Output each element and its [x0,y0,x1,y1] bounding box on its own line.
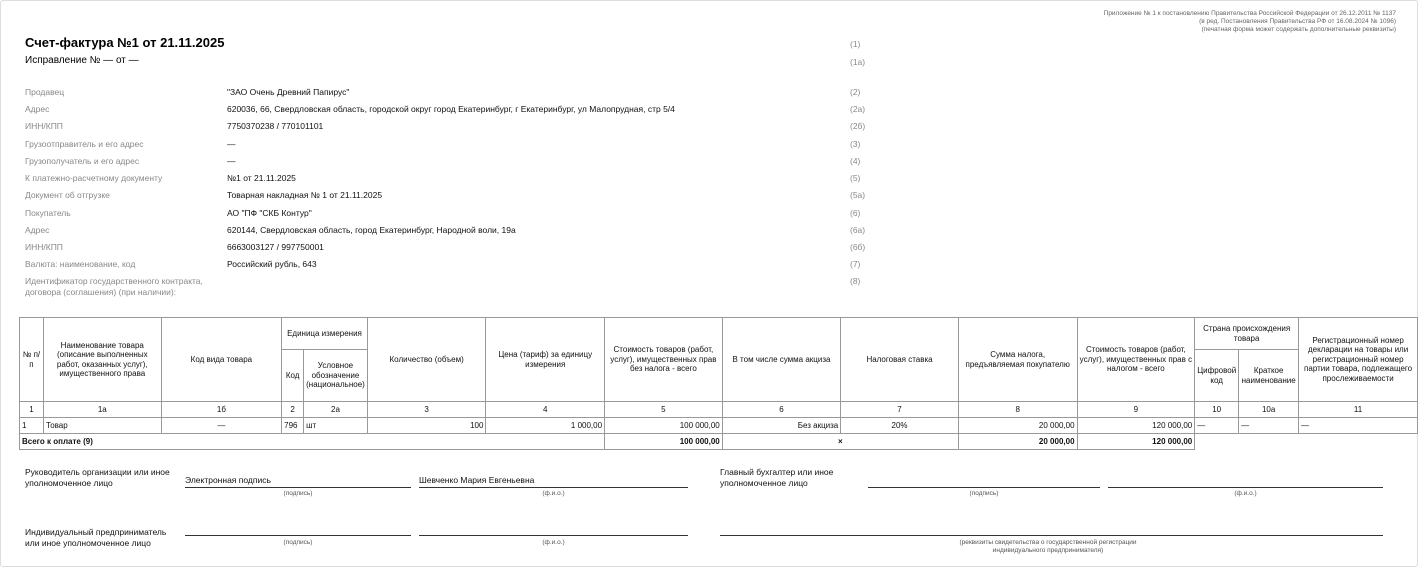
column-number: 9 [1077,402,1195,418]
column-number: 3 [367,402,486,418]
column-number: 1б [161,402,282,418]
field-value: 620036, 66, Свердловская область, городской округ город Екатеринбург, г Екатеринбург, ул Малопрудная, стр 5/4 [227,104,675,114]
field-seller-inn [25,121,925,135]
field-code: (5) [850,173,861,183]
col-header-price: Цена (тариф) за единицу измерения [486,318,605,402]
accountant-name-caption: (ф.и.о.) [1234,490,1257,497]
head-signature-value: Электронная подпись [185,475,271,485]
field-code: (2) [850,87,861,97]
field-payment-doc [25,173,925,187]
cell-qty: 100 [367,418,486,434]
registration-line [720,523,1383,536]
col-header-unit-code: Код [282,350,304,402]
field-code: (8) [850,276,861,286]
field-value: Российский рубль, 643 [227,259,317,269]
field-label: Валюта: наименование, код [25,259,136,269]
field-label: Документ об отгрузке [25,190,110,200]
field-label: ИНН/КПП [25,121,63,131]
head-label: Руководитель организации или иное уполномоченное лицо [25,467,170,488]
column-number: 1а [43,402,161,418]
field-label: Покупатель [25,208,71,218]
column-number: 6 [722,402,841,418]
cell-unit-code: 796 [282,418,304,434]
field-consignee [25,156,925,170]
head-name-value: Шевченко Мария Евгеньевна [419,475,535,485]
field-value: — [227,139,236,149]
field-buyer-inn [25,242,925,256]
total-blank [1195,434,1418,450]
cell-tax-rate: 20% [841,418,959,434]
col-header-tax-rate: Налоговая ставка [841,318,959,402]
cell-reg-num: — [1299,418,1418,434]
field-label: ИНН/КПП [25,242,63,252]
legal-note [1104,10,1396,34]
field-buyer-address [25,225,925,239]
field-value: 7750370238 / 770101101 [227,121,324,131]
field-seller-address [25,104,925,118]
field-label: Адрес [25,225,50,235]
accountant-signature-line [868,475,1100,488]
field-label: Идентификатор государственного контракта, договора (соглашения) (при наличии): [25,276,203,297]
legal-note-line: (печатная форма может содержать дополнительные реквизиты) [1201,26,1396,33]
col-header-tax-sum: Сумма налога, предъявляемая покупателю [958,318,1077,402]
head-signature-caption: (подпись) [283,490,313,497]
cell-name: Товар [43,418,161,434]
total-row [20,434,1418,450]
col-header-country-name: Краткое наименование [1239,350,1299,402]
head-name-line [419,475,688,488]
col-header-kind-code: Код вида товара [161,318,282,402]
entrepreneur-label: Индивидуальный предприниматель или иное уполномоченное лицо [25,527,167,548]
head-name-caption: (ф.и.о.) [542,490,565,497]
col-header-country: Страна происхождения товара [1195,318,1299,350]
column-number: 2а [304,402,368,418]
table-header-row [20,318,1418,350]
field-contract-id [25,276,925,300]
table-row [20,418,1418,434]
field-shipment-doc [25,190,925,204]
field-buyer [25,208,925,222]
column-number: 4 [486,402,605,418]
total-cost-with-tax: 120 000,00 [1077,434,1195,450]
head-signature-line [185,475,411,488]
col-header-country-code: Цифровой код [1195,350,1239,402]
total-excise: × [722,434,958,450]
cell-num: 1 [20,418,44,434]
cell-country-code: — [1195,418,1239,434]
column-number: 10 [1195,402,1239,418]
column-number: 11 [1299,402,1418,418]
field-value: АО "ПФ "СКБ Контур" [227,208,312,218]
field-code: (6) [850,208,861,218]
field-label: Грузополучатель и его адрес [25,156,140,166]
cell-cost-with-tax: 120 000,00 [1077,418,1195,434]
field-value: "ЗАО Очень Древний Папирус" [227,87,350,97]
field-code: (6б) [850,242,866,252]
col-header-cost-with-tax: Стоимость товаров (работ, услуг), имущественных прав с налогом - всего [1077,318,1195,402]
goods-table [19,317,1418,450]
correction-line: Исправление № — от — [25,55,139,66]
cell-cost-no-tax: 100 000,00 [605,418,723,434]
field-currency [25,259,925,273]
field-seller [25,87,925,101]
entrepreneur-signature-line [185,523,411,536]
field-code: (5а) [850,190,866,200]
col-header-excise: В том числе сумма акциза [722,318,841,402]
correction-code: (1а) [850,57,866,67]
field-code: (2а) [850,104,866,114]
field-code: (7) [850,259,861,269]
field-value: Товарная накладная № 1 от 21.11.2025 [227,190,383,200]
accountant-signature-caption: (подпись) [969,490,999,497]
column-number: 7 [841,402,959,418]
field-shipper [25,139,925,153]
cell-price: 1 000,00 [486,418,605,434]
legal-note-line: (в ред. Постановления Правительства РФ от 16.08.2024 № 1096) [1199,18,1396,25]
field-code: (3) [850,139,861,149]
invoice-title: Счет-фактура №1 от 21.11.2025 [25,35,225,50]
col-header-name: Наименование товара (описание выполненных работ, оказанных услуг), имущественного права [43,318,161,402]
field-label: Грузоотправитель и его адрес [25,139,144,149]
total-tax-sum: 20 000,00 [958,434,1077,450]
cell-unit-name: шт [304,418,368,434]
accountant-label: Главный бухгалтер или иное уполномоченное лицо [720,467,834,488]
field-value: 620144, Свердловская область, город Екатеринбург, Народной воли, 19а [227,225,516,235]
field-value: 6663003127 / 997750001 [227,242,324,252]
cell-tax-sum: 20 000,00 [958,418,1077,434]
column-numbers-row [20,402,1418,418]
total-label: Всего к оплате (9) [20,434,605,450]
col-header-cost-no-tax: Стоимость товаров (работ, услуг), имущественных прав без налога - всего [605,318,723,402]
cell-country-name: — [1239,418,1299,434]
col-header-unit: Единица измерения [282,318,368,350]
field-code: (2б) [850,121,866,131]
registration-caption: (реквизиты свидетельства о государственной регистрации индивидуального предпринимателя) [959,539,1137,554]
entrepreneur-signature-caption: (подпись) [283,539,313,546]
field-value: — [227,156,236,166]
title-code: (1) [850,39,861,49]
col-header-qty: Количество (объем) [367,318,486,402]
accountant-name-line [1108,475,1383,488]
field-code: (6а) [850,225,866,235]
col-header-num: № п/п [20,318,44,402]
total-cost-no-tax: 100 000,00 [605,434,723,450]
column-number: 10а [1239,402,1299,418]
col-header-unit-name: Условное обозначение (национальное) [304,350,368,402]
entrepreneur-name-line [419,523,688,536]
cell-excise: Без акциза [722,418,841,434]
column-number: 1 [20,402,44,418]
cell-kind-code: — [161,418,282,434]
column-number: 5 [605,402,723,418]
field-label: Адрес [25,104,50,114]
legal-note-line: Приложение № 1 к постановлению Правительства Российской Федерации от 26.12.2011 № 1137 [1103,10,1396,17]
column-number: 8 [958,402,1077,418]
field-value: №1 от 21.11.2025 [227,173,296,183]
entrepreneur-name-caption: (ф.и.о.) [542,539,565,546]
field-label: Продавец [25,87,65,97]
col-header-reg-num: Регистрационный номер декларации на товары или регистрационный номер партии товара, подлежащего прослеживаемости [1299,318,1418,402]
field-code: (4) [850,156,861,166]
field-label: К платежно-расчетному документу [25,173,163,183]
column-number: 2 [282,402,304,418]
